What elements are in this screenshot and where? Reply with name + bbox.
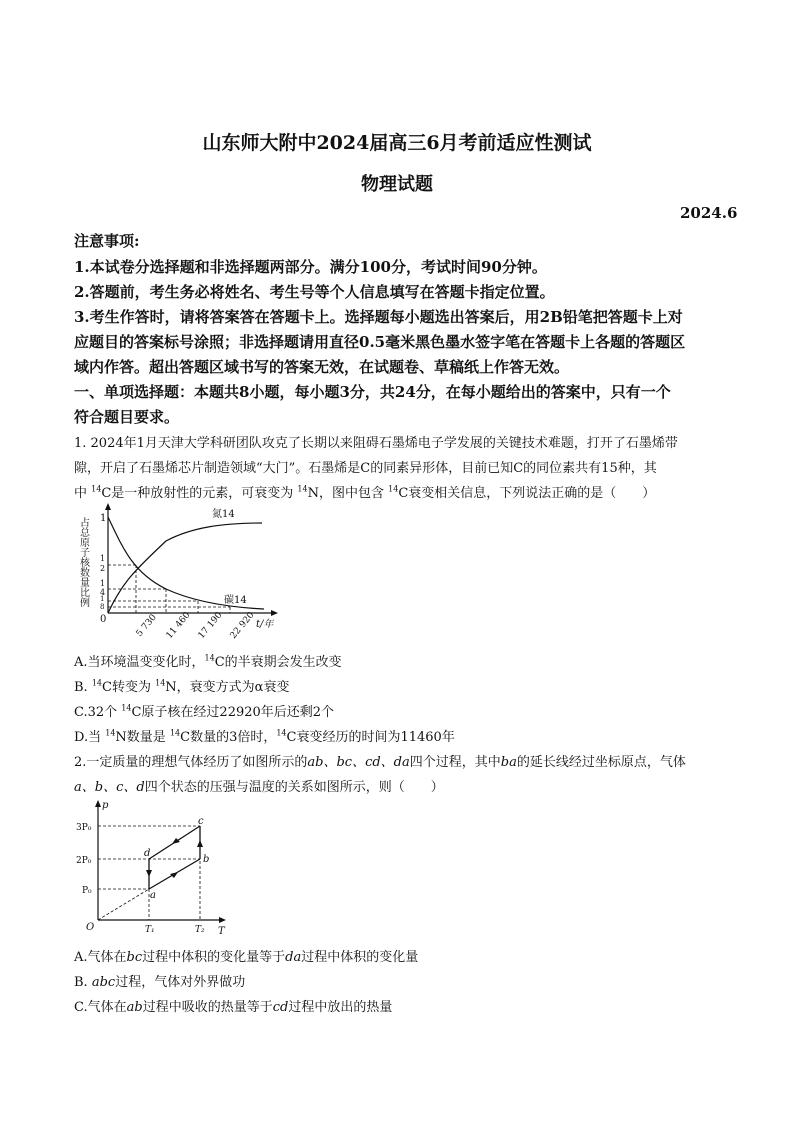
decay-x-axis-label: t/年 bbox=[256, 619, 274, 630]
decay-origin: 0 bbox=[100, 614, 107, 625]
section-1-heading-line-1: 一、单项选择题：本题共8小题，每小题3分，共24分，在每小题给出的答案中，只有一个 bbox=[74, 383, 671, 401]
q2-stem-line-1: 2.一定质量的理想气体经历了如图所示的ab、bc、cd、da四个过程，其中ba的延长线经过坐标原点，气体 bbox=[74, 755, 686, 770]
pt-t-label: T bbox=[218, 926, 225, 937]
q1-option-c: C.32个 $^{14}$C原子核在经过22920年后还剩2个 bbox=[74, 703, 335, 720]
decay-x-arrow bbox=[271, 610, 278, 616]
xtick-11460: 11 460 bbox=[164, 610, 193, 641]
decay-guides bbox=[108, 565, 230, 613]
q1-option-d: D.当 $^{14}$N数量是 $^{14}$C数量的3倍时，$^{14}$C衰变经历的时间为11460年 bbox=[74, 728, 455, 745]
q2-option-c: C.气体在ab过程中吸收的热量等于cd过程中放出的热量 bbox=[74, 1000, 393, 1015]
pt-t-arrow bbox=[219, 917, 226, 923]
state-c: c bbox=[198, 816, 204, 827]
notice-item-2: 2.答题前，考生务必将姓名、考生号等个人信息填写在答题卡指定位置。 bbox=[74, 283, 555, 301]
state-b: b bbox=[203, 854, 210, 865]
arrow-ab bbox=[170, 872, 178, 878]
q1-stem-line-3: 中 $^{14}$C是一种放射性的元素，可衰变为 $^{14}$N，图中包含 $^{14}$C衰变相关信息，下列说法正确的是（ ） bbox=[74, 484, 656, 501]
q2-option-a: A.气体在bc过程中体积的变化量等于da过程中体积的变化量 bbox=[74, 950, 419, 965]
notice-item-3-line-3: 域内作答。超出答题区域书写的答案无效，在试题卷、草稿纸上作答无效。 bbox=[74, 358, 570, 376]
svg-text:占总原子核数量比例: 占总原子核数量比例 bbox=[77, 517, 89, 607]
n14-label: 氮14 bbox=[212, 509, 235, 520]
c14-label: 碳14 bbox=[224, 595, 247, 606]
decay-y-arrow bbox=[105, 503, 111, 510]
page-title: 山东师大附中2024届高三6月考前适应性测试 bbox=[202, 132, 592, 154]
pt-p-arrow bbox=[95, 800, 101, 807]
ytick-1: 1 bbox=[100, 513, 107, 524]
decay-y-axis-label bbox=[78, 516, 90, 607]
q2-stem-line-2: a、b、c、d四个状态的压强与温度的关系如图所示，则（ ） bbox=[74, 780, 444, 795]
pt-3p0: 3P₀ bbox=[76, 823, 92, 833]
decay-chart bbox=[74, 503, 284, 643]
pt-t2: T₂ bbox=[195, 925, 205, 935]
pt-p0: P₀ bbox=[82, 886, 92, 896]
xtick-22920: 22 920 bbox=[228, 610, 257, 641]
notice-item-1: 1.本试卷分选择题和非选择题两部分。满分100分，考试时间90分钟。 bbox=[74, 258, 547, 276]
notice-item-3-line-1: 3.考生作答时，请将答案答在答题卡上。选择题每小题选出答案后，用2B铅笔把答题卡上对 bbox=[74, 308, 683, 326]
pt-origin: O bbox=[86, 922, 95, 933]
ytick-half-den: 2 bbox=[100, 564, 106, 573]
state-a: a bbox=[150, 890, 156, 901]
xtick-17190: 17 190 bbox=[196, 610, 225, 641]
arrow-da bbox=[146, 870, 152, 877]
q1-stem-line-1: 1. 2024年1月天津大学科研团队攻克了长期以来阻碍石墨烯电子学发展的关键技术难题，打开了石墨烯带 bbox=[74, 436, 678, 451]
pt-p-label: p bbox=[102, 800, 109, 811]
ytick-half-num: 1 bbox=[100, 554, 106, 563]
notice-item-3-line-2: 应题目的答案标号涂照；非选择题请用直径0.5毫米黑色墨水签字笔在答题卡上各题的答题区 bbox=[74, 333, 686, 351]
q1-option-a: A.当环境温变变化时，$^{14}$C的半衰期会发生改变 bbox=[74, 653, 342, 670]
q1-option-b: B. $^{14}$C转变为 $^{14}$N，衰变方式为α衰变 bbox=[74, 678, 290, 695]
subject-title: 物理试题 bbox=[361, 174, 433, 195]
pt-chart bbox=[74, 798, 234, 938]
notice-heading: 注意事项: bbox=[74, 232, 140, 250]
xtick-5730: 5 730 bbox=[134, 612, 159, 639]
section-1-heading-line-2: 符合题目要求。 bbox=[74, 408, 180, 426]
exam-date: 2024.6 bbox=[680, 204, 738, 222]
state-d: d bbox=[144, 848, 151, 859]
q2-option-b: B. abc过程，气体对外界做功 bbox=[74, 975, 246, 990]
ytick-quarter-den: 4 bbox=[100, 588, 106, 597]
ytick-quarter-num: 1 bbox=[100, 579, 106, 588]
ytick-eighth-den: 8 bbox=[100, 603, 105, 611]
arrow-bc bbox=[197, 840, 203, 847]
q1-stem-line-2: 隙，开启了石墨烯芯片制造领域“大门”。石墨烯是C的同素异形体，目前已知C的同位素共有15种，其 bbox=[74, 461, 657, 476]
ytick-eighth-num: 1 bbox=[100, 595, 105, 603]
arrow-cd bbox=[172, 838, 180, 844]
pt-t1: T₁ bbox=[145, 925, 155, 935]
pt-2p0: 2P₀ bbox=[76, 856, 92, 866]
